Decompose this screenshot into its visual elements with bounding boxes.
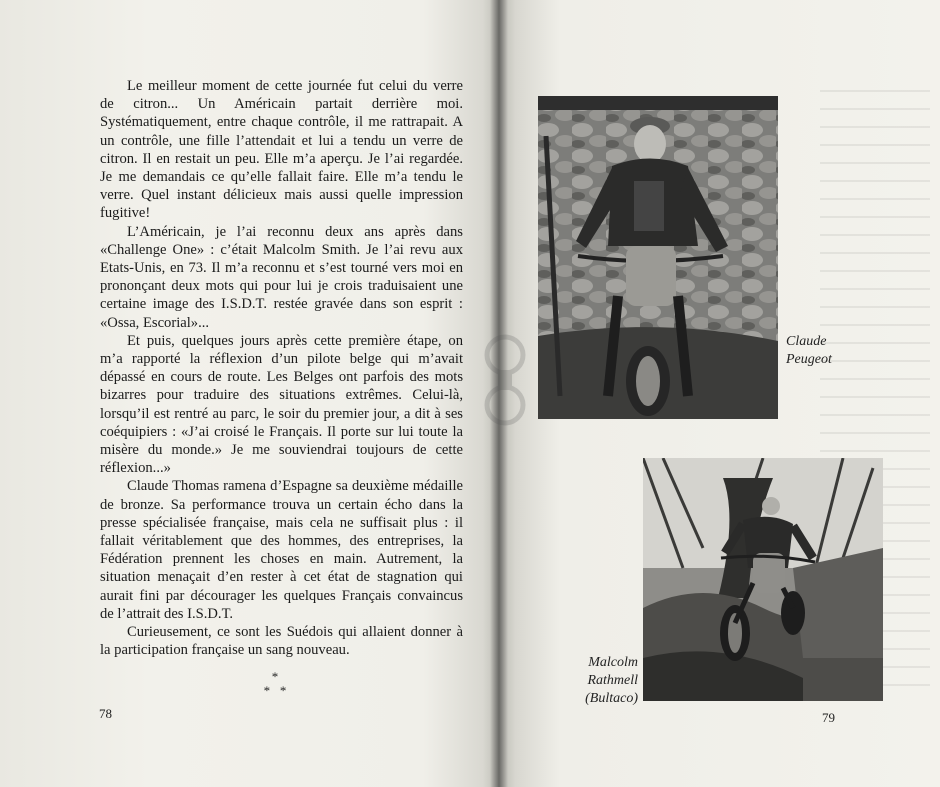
caption-2-line-2: Rathmell: [587, 673, 638, 688]
asterism-bottom: * *: [263, 683, 287, 698]
caption-1-line-1: Claude: [786, 334, 827, 349]
caption-2-line-1: Malcolm: [588, 655, 638, 670]
photo-malcolm-rathmell: [643, 458, 883, 701]
body-text: [100, 77, 463, 660]
paragraph-5: Curieusement, ce sont les Suédois qui allaient donner à la participation française un sang nouveau.: [100, 624, 463, 659]
photo-claude-peugeot: [538, 96, 778, 419]
section-break-asterism: [255, 670, 295, 698]
library-stamp: [470, 325, 540, 435]
caption-2-line-3: (Bultaco): [585, 691, 638, 706]
asterism-top: *: [271, 669, 279, 684]
caption-malcolm-rathmell: [560, 654, 638, 708]
caption-claude-peugeot: [786, 333, 866, 369]
page-number-left: 78: [99, 706, 112, 721]
paragraph-3: Et puis, quelques jours après cette première étape, on m’a rapporté la réflexion d’un pilote belge qui m’avait dépassé en cours de route. Les Belges ont parfois des mots bizarres pour traduire des situations extrêmes. Celui-là, lorsqu’il est rentré au parc, le soir du premier jour, a dit à ses coéquipiers : «J’ai croisé le Français. Il porte sur lui toute la misère du monde.» Je me souviendrai toujours de cette réflexion...»: [100, 332, 463, 477]
paragraph-4: Claude Thomas ramena d’Espagne sa deuxième médaille de bronze. Sa performance trouva un certain écho dans la presse spécialisée française, mais cela ne suffisait plus : il fallait véritablement que des hommes, des entreprises, la Fédération prennent les choses en main. Autrement, la situation menaçait d’en rester à cet état de stagnation qui aurait fini par décourager les quelques Français convaincus de l’attrait des I.S.D.T.: [100, 478, 463, 622]
paragraph-2: L’Américain, je l’ai reconnu deux ans après dans «Challenge One» : c’était Malcolm Smith. Je l’ai revu aux Etats-Unis, en 73. Il m’a reconnu et s’est tourné vers moi en prononçant deux mots qui pour lui je crois traduisaient une certaine image des I.S.D.T. restée gravée dans son esprit : «Ossa, Escorial»...: [100, 223, 463, 331]
paragraph-1: Le meilleur moment de cette journée fut celui du verre de citron... Un Américain partait derrière moi. Systématiquement, entre chaque contrôle, il me rattrapait. A un contrôle, une fille l’attendait et lui a tendu un verre de citron. Il en restait un peu. Elle m’a aperçu. Je l’ai regardée. Je me demandais ce qu’elle fallait faire. Elle m’a tendu le verre. Quel instant délicieux mais aussi quelle impression fugitive!: [100, 78, 463, 222]
page-number-right: 79: [822, 710, 835, 725]
caption-1-line-2: Peugeot: [786, 352, 832, 367]
